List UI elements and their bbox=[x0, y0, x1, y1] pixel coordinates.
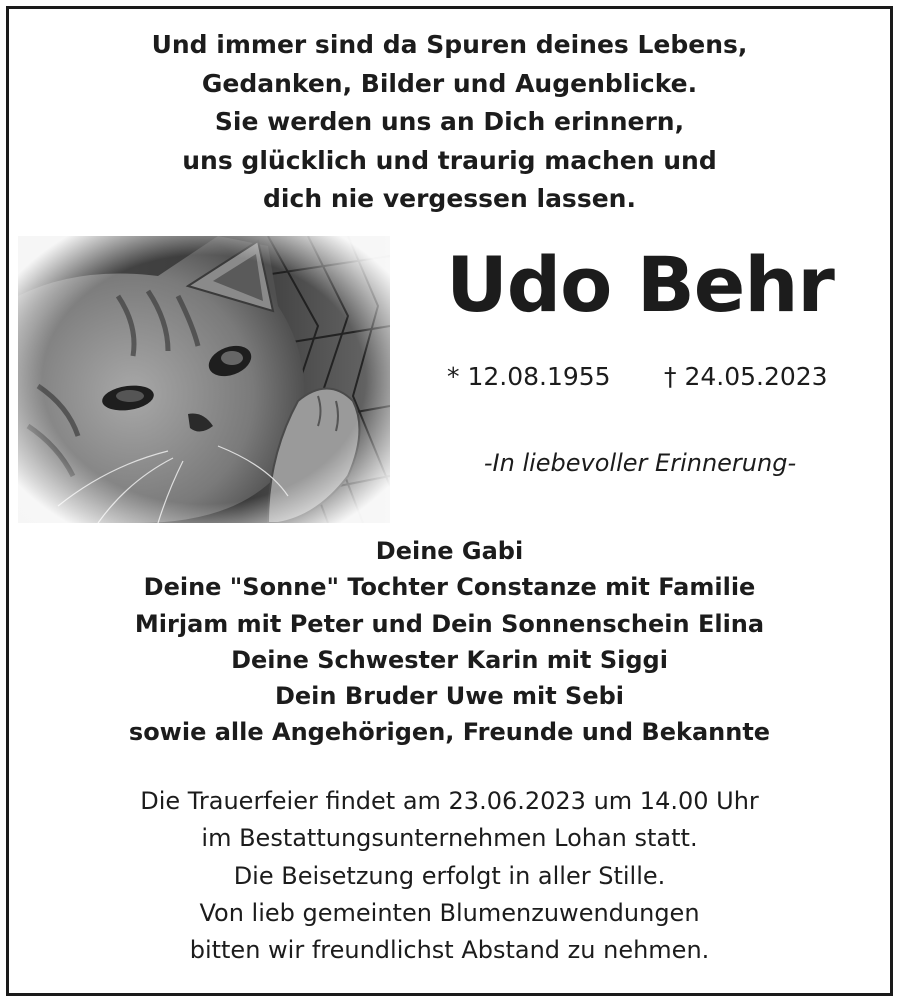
mourner-line: Dein Bruder Uwe mit Sebi bbox=[274, 682, 625, 711]
service-info bbox=[0, 783, 899, 969]
poem-line: uns glücklich und traurig machen und bbox=[182, 145, 717, 175]
deceased-name: Udo Behr bbox=[446, 240, 834, 329]
service-line: Die Trauerfeier findet am 23.06.2023 um 14.00 Uhr bbox=[140, 787, 759, 815]
mourner-line: Deine Gabi bbox=[375, 537, 524, 565]
cat-photo bbox=[18, 236, 390, 523]
cat-photo-illustration bbox=[18, 236, 390, 523]
birth-date: * 12.08.1955 bbox=[447, 362, 611, 391]
poem-line: Und immer sind da Spuren deines Lebens, bbox=[151, 30, 748, 59]
poem-line: Gedanken, Bilder und Augenblicke. bbox=[201, 68, 698, 98]
mourners-list bbox=[0, 533, 899, 751]
poem-line: dich nie vergessen lassen. bbox=[263, 184, 636, 213]
mourner-line: Deine Schwester Karin mit Siggi bbox=[231, 645, 668, 674]
memorial-phrase: -In liebevoller Erinnerung- bbox=[483, 449, 797, 477]
death-date: † 24.05.2023 bbox=[664, 362, 828, 391]
poem-line: Sie werden uns an Dich erinnern, bbox=[214, 107, 685, 136]
service-line: im Bestattungsunternehmen Lohan statt. bbox=[201, 824, 698, 853]
service-line: bitten wir freundlichst Abstand zu nehmen. bbox=[189, 936, 710, 965]
poem bbox=[0, 26, 899, 219]
service-line: Die Beisetzung erfolgt in aller Stille. bbox=[233, 861, 666, 890]
service-line: Von lieb gemeinten Blumenzuwendungen bbox=[199, 898, 700, 927]
mourner-line: Deine "Sonne" Tochter Constanze mit Familie bbox=[143, 573, 756, 602]
mourner-line: sowie alle Angehörigen, Freunde und Bekannte bbox=[128, 718, 771, 747]
mourner-line: Mirjam mit Peter und Dein Sonnenschein Elina bbox=[134, 609, 765, 638]
